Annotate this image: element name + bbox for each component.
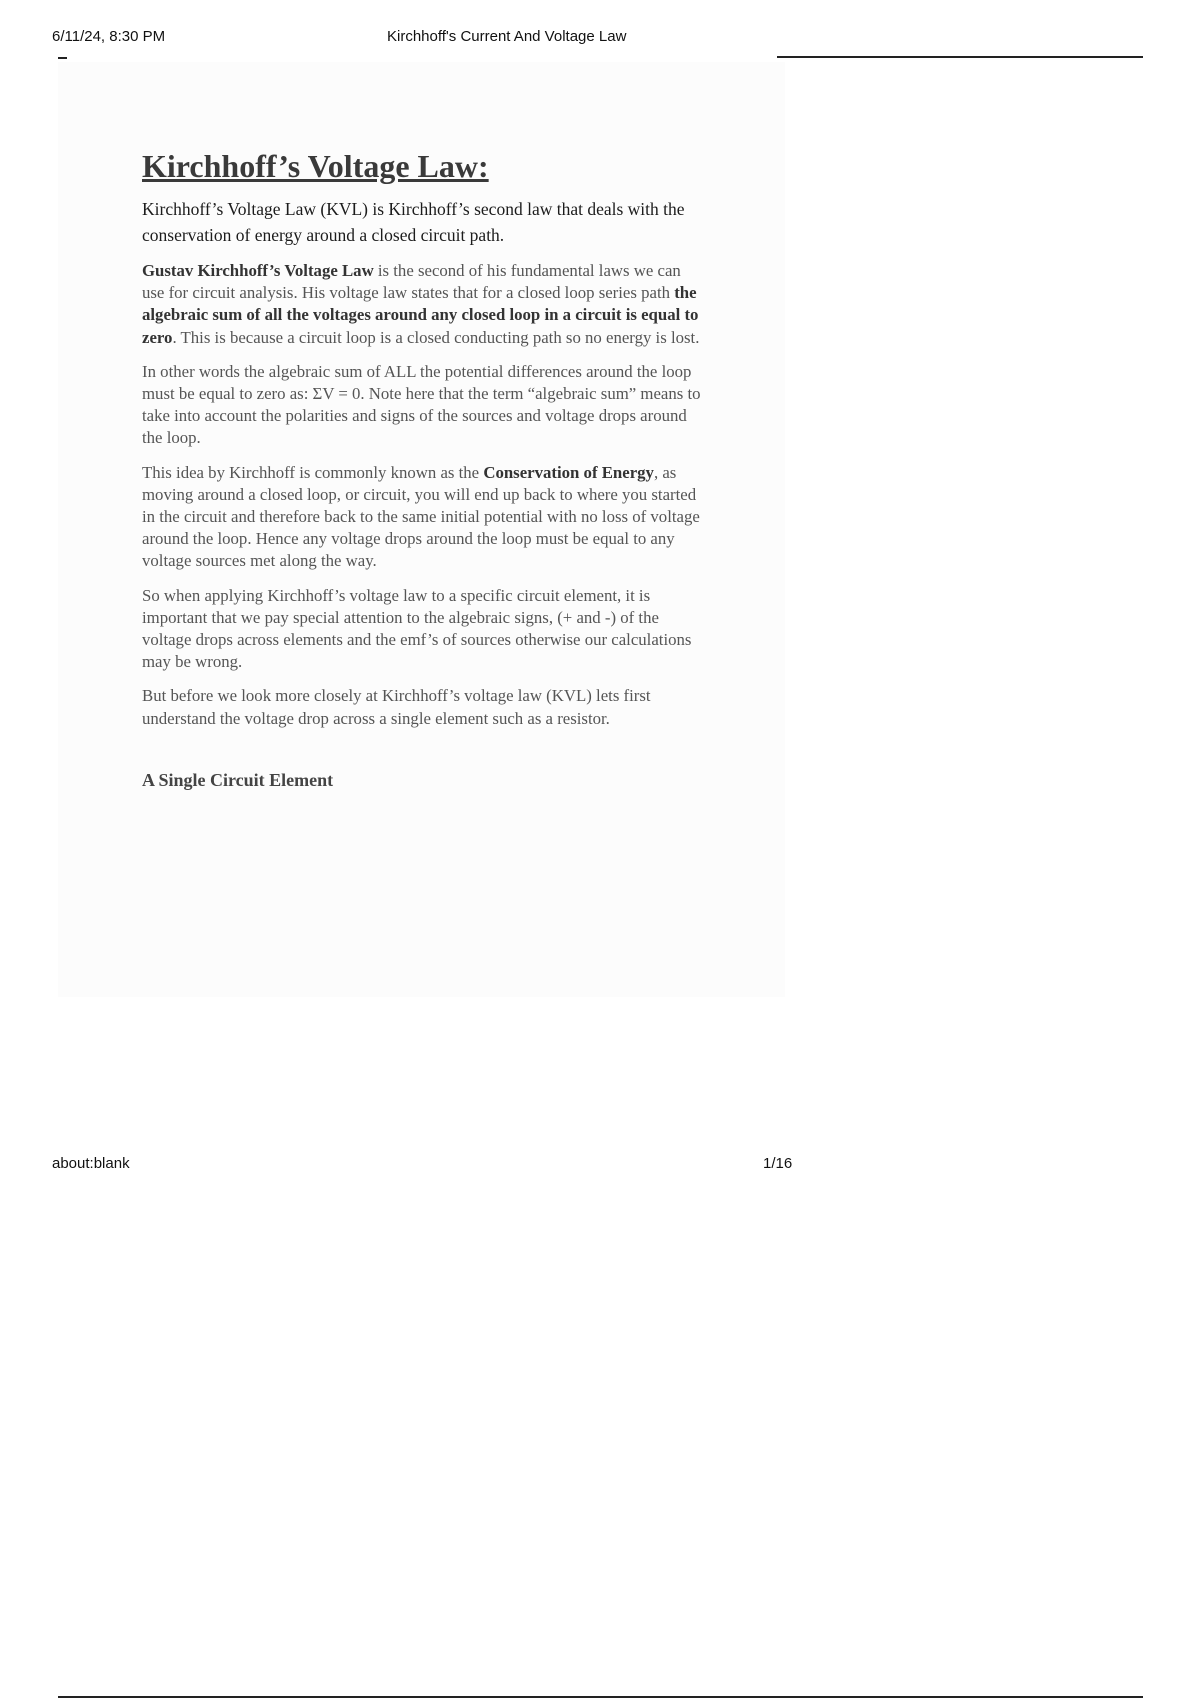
paragraph-kvl-definition: [142, 260, 702, 349]
article-title: Kirchhoff’s Voltage Law:: [142, 148, 489, 184]
paragraph-algebraic-signs: So when applying Kirchhoff’s voltage law to a specific circuit element, it is important that we pay special attention to the algebraic signs, (+ and -) of the voltage drops across elements and the emf’s of sources otherwise our calculations may be wrong.: [142, 585, 692, 672]
bold-term-conservation: Conservation of Energy: [483, 462, 654, 482]
header-rule: [777, 56, 1143, 58]
header-tick-mark: [58, 57, 67, 59]
paragraph-text: is the second of his fundamental laws we can use for circuit analysis. His voltage law states that for a closed loop series path: [142, 261, 681, 303]
print-footer-url: about:blank: [52, 1155, 130, 1172]
print-footer-page-number: 1/16: [763, 1155, 793, 1172]
paragraph-text: , as moving around a closed loop, or circuit, you will end up back to where you started in the circuit and therefore back to the same initial potential with no loss of voltage around the loop. Hence any voltage drops around the loop must be equal to any voltage sources met along the way.: [142, 462, 700, 571]
footer-rule: [58, 1696, 1143, 1698]
paragraph-conservation-energy: [142, 462, 702, 573]
print-header-title: Kirchhoff's Current And Voltage Law: [387, 28, 627, 45]
section-heading: A Single Circuit Element: [142, 769, 334, 790]
paragraph-text: This idea by Kirchhoff is commonly known as the: [142, 462, 484, 482]
print-header-datetime: 6/11/24, 8:30 PM: [52, 28, 166, 45]
bold-term-kvl: Gustav Kirchhoff’s Voltage Law: [142, 261, 374, 280]
paragraph-text: . This is because a circuit loop is a closed conducting path so no energy is lost.: [172, 327, 700, 347]
paragraph-algebraic-sum: In other words the algebraic sum of ALL the potential differences around the loop must be equal to zero as: ΣV = 0. Note here that the term “algebraic sum” means to take into account the polarities and signs of the sources and voltage drops around the loop.: [142, 361, 701, 448]
paragraph-single-element-intro: But before we look more closely at Kirchhoff’s voltage law (KVL) lets first understand the voltage drop across a single element such as a resistor.: [142, 686, 651, 728]
article-intro: Kirchhoff’s Voltage Law (KVL) is Kirchhoff’s second law that deals with the conservation of energy around a closed circuit path.: [142, 199, 685, 245]
bold-statement-kvl: the algebraic sum of all the voltages around any closed loop in a circuit is equal to zero: [142, 283, 699, 347]
article-content: [142, 140, 702, 791]
